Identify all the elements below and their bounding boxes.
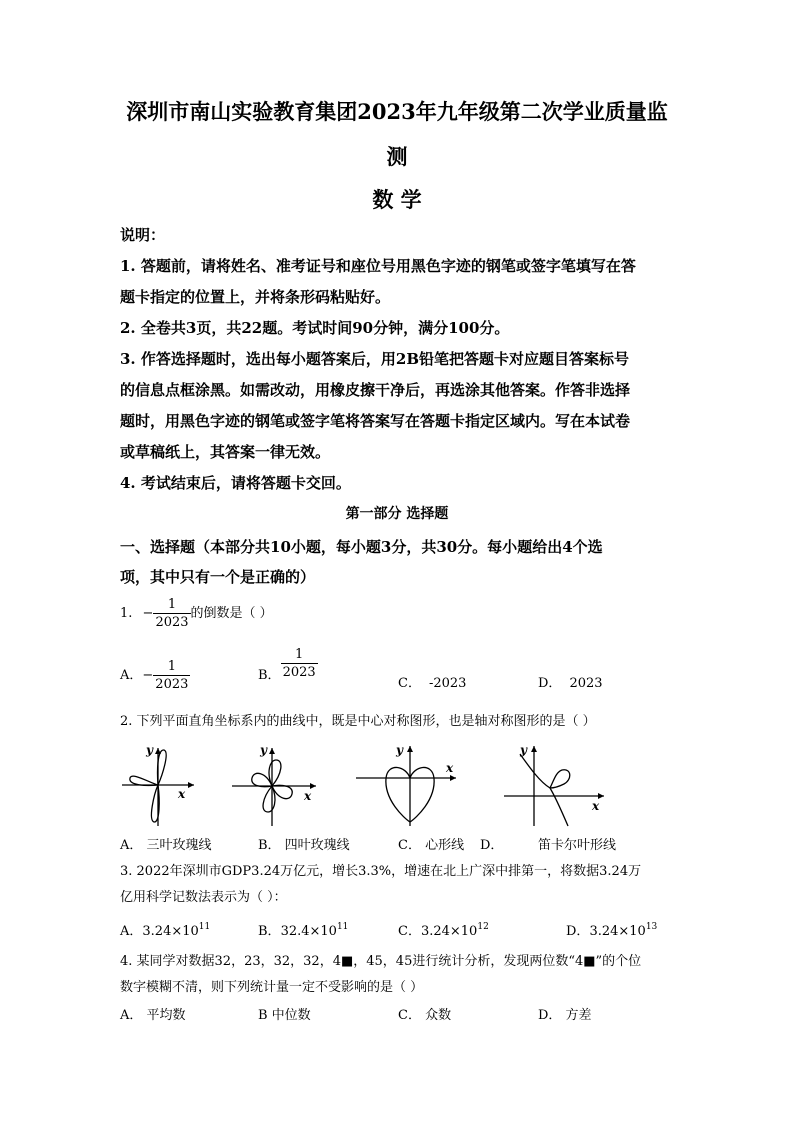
rose-petal: [130, 776, 158, 785]
y-axis-label: y: [260, 743, 267, 757]
question-3: 3. 2022年深圳市GDP3.24万亿元，增长3.3%，增速在北上广深中排第一，将数据3.24万: [120, 864, 642, 879]
axis-arrow-icon: [269, 748, 316, 789]
question-4: 4. 某同学对数据32，23，32，32，4■，45，45进行统计分析，发现两位数“4■”的个位: [120, 954, 642, 969]
figure-three-leaf-rose: [118, 742, 204, 828]
q1-stem: 的倒数是（ ）: [190, 606, 273, 621]
q1-option-d: D． 2023: [538, 676, 603, 691]
y-axis-label: y: [396, 743, 403, 757]
q2-option-b: B． 四叶玫瑰线: [258, 838, 350, 853]
q1-fraction: [153, 596, 190, 631]
question-4-continued: 数字模糊不清，则下列统计量一定不受影响的是（ ）: [120, 980, 424, 995]
question-2: 2. 下列平面直角坐标系内的曲线中，既是中心对称图形，也是轴对称图形的是（ ）: [120, 714, 596, 729]
q2-option-d-text: 笛卡尔叶形线: [538, 838, 617, 853]
instruction-line: 题时，用黑色字迹的钢笔或签字笔将答案写在答题卡指定区域内。写在本试卷: [120, 412, 631, 430]
rose-petal: [263, 786, 275, 812]
q4-option-c: C． 众数: [398, 1008, 452, 1023]
question-1: [120, 596, 273, 631]
x-axis-label: x: [304, 789, 312, 803]
q1-option-c: C． -2023: [398, 676, 467, 691]
rose-petal: [158, 750, 167, 785]
q4-option-a: A． 平均数: [120, 1008, 186, 1023]
instruction-line: 的信息点框涂黑。如需改动，用橡皮擦干净后，再选涂其他答案。作答非选择: [120, 381, 631, 399]
q3-option-a: A．$3.24\times 10^{11}$: [120, 922, 211, 939]
q1-number: 1.: [120, 606, 133, 621]
section-heading: 一、选择题（本部分共10小题，每小题3分，共30分。每小题给出4个选: [120, 538, 603, 556]
q1-option-b: B． $\frac{1}{2023}$: [258, 647, 316, 683]
figure-cardioid: [352, 742, 462, 828]
q3-option-d: D．$3.24\times 10^{13}$: [566, 922, 658, 939]
q4-option-d: D． 方差: [538, 1008, 592, 1023]
figure-four-leaf-rose: [226, 742, 322, 828]
instruction-line: 3. 作答选择题时，选出每小题答案后，用2B铅笔把答题卡对应题目答案标号: [120, 350, 629, 368]
instruction-line: 4. 考试结束后，请将答题卡交回。: [120, 474, 351, 492]
q1-option-a-fraction: $\frac{1}{2023}$: [155, 659, 189, 692]
page-title: 深圳市南山实验教育集团2023年九年级第二次学业质量监: [126, 99, 668, 124]
page-title-continued: 测: [386, 144, 408, 169]
q1-option-b-fraction: $\frac{1}{2023}$: [282, 647, 316, 680]
q1-numerator: 1: [167, 597, 177, 612]
instruction-line: 2. 全卷共3页，共22题。考试时间90分钟，满分100分。: [120, 319, 510, 337]
q4-option-b: B 中位数: [258, 1008, 311, 1023]
subject-title: 数 学: [372, 187, 422, 212]
q2-option-c: C． 心形线: [398, 838, 465, 853]
figure-folium-of-descartes: [500, 742, 610, 828]
question-3-continued: 亿用科学记数法表示为（ ）：: [120, 890, 287, 905]
x-axis-label: x: [592, 799, 600, 813]
instruction-line: 或草稿纸上，其答案一律无效。: [120, 443, 331, 461]
q3-option-b: B．$32.4\times 10^{11}$: [258, 922, 349, 939]
q1-denominator: 2023: [155, 615, 189, 630]
axis-arrow-icon: [531, 746, 604, 799]
part-heading: 第一部分 选择题: [345, 506, 449, 522]
folium-curve: [520, 754, 570, 826]
x-axis-label: x: [446, 761, 454, 775]
y-axis-label: y: [146, 743, 153, 757]
instructions-label: 说明：: [120, 226, 166, 244]
q3-option-c: C．$3.24\times 10^{12}$: [398, 922, 489, 939]
instruction-line: 1. 答题前，请将姓名、准考证号和座位号用黑色字迹的钢笔或签字笔填写在答: [120, 257, 636, 275]
x-axis-label: x: [178, 787, 186, 801]
q1-option-a: A．− $\frac{1}{2023}$: [120, 659, 189, 692]
instruction-line: 题卡指定的位置上，并将条形码粘贴好。: [120, 288, 391, 306]
section-heading-continued: 项，其中只有一个是正确的）: [120, 568, 316, 586]
y-axis-label: y: [520, 743, 527, 757]
q2-option-a: A． 三叶玫瑰线: [120, 838, 212, 853]
rose-petal: [269, 760, 281, 786]
q1-minus: −: [142, 606, 154, 621]
q2-option-d: D．: [480, 838, 504, 853]
axis-arrow-icon: [155, 748, 194, 788]
